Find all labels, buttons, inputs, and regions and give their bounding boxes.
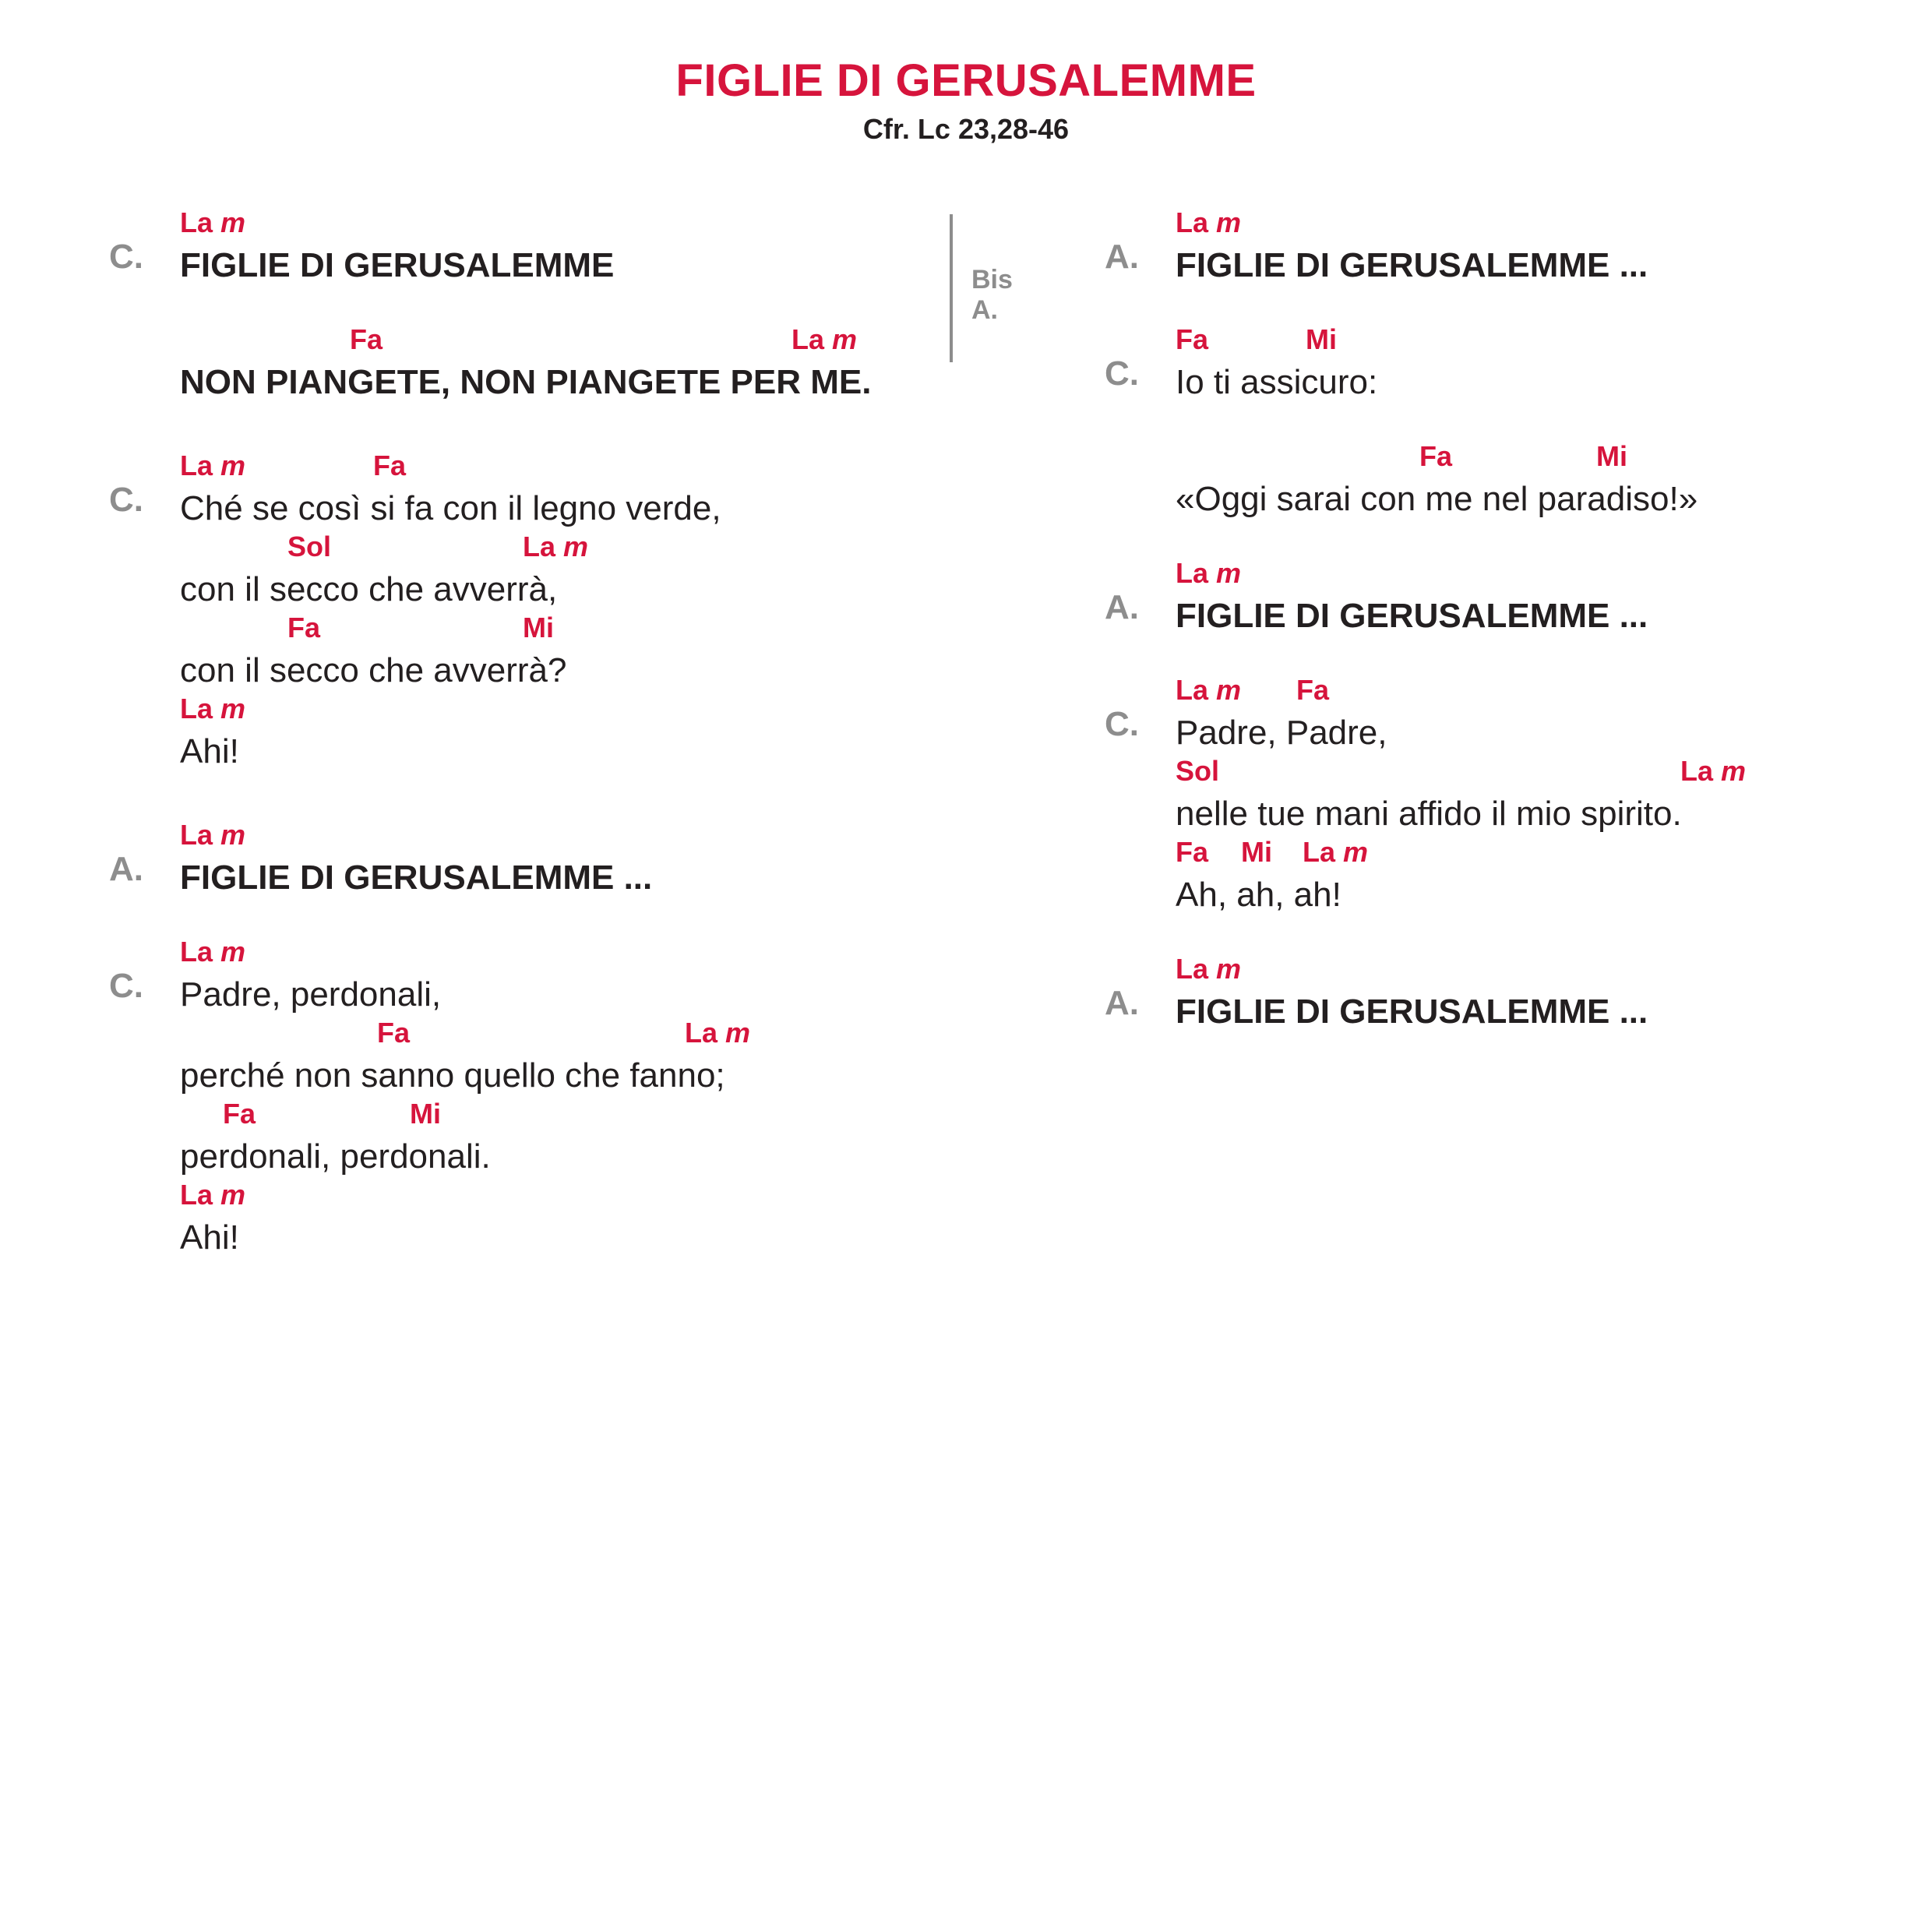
chord-row [180, 323, 1044, 361]
lyric-line [180, 1098, 1044, 1179]
chord-row [180, 531, 1044, 568]
chord-row [180, 819, 1044, 856]
chord: La m [523, 531, 589, 562]
chord: La m [180, 206, 246, 238]
lyric-text: FIGLIE DI GERUSALEMME ... [180, 858, 653, 897]
chord: La m [1176, 674, 1242, 706]
chord: Mi [1306, 323, 1337, 355]
lyric-text: nelle tue mani affido il mio spirito. [1176, 795, 1682, 833]
chord-row [1176, 755, 1884, 792]
lyric-text: con il secco che avverrà? [180, 651, 567, 689]
lyric-text: Ah, ah, ah! [1176, 876, 1341, 914]
lyric-text: Io ti assicuro: [1176, 363, 1378, 401]
chord: La m [1176, 953, 1242, 985]
role-label: C. [109, 967, 143, 1005]
chord-row [180, 693, 1044, 730]
lyric-text: perché non sanno quello che fanno; [180, 1056, 725, 1095]
lyric-line [1176, 674, 1884, 755]
chord-row [180, 1017, 1044, 1054]
left-column [109, 206, 1044, 1260]
lyric-line [1176, 206, 1884, 287]
chord-row [180, 936, 1044, 973]
chord-row [1176, 323, 1884, 361]
role-label: A. [1105, 588, 1139, 626]
lyric-text: NON PIANGETE, NON PIANGETE PER ME. [180, 363, 872, 401]
role-label: A. [109, 850, 143, 888]
assembly-stanza [1105, 557, 1884, 638]
chord-row [1176, 557, 1884, 594]
chord: Fa [377, 1017, 411, 1049]
lyric-text: FIGLIE DI GERUSALEMME ... [1176, 597, 1648, 635]
chord-row [180, 612, 1044, 649]
lyric-text: con il secco che avverrà, [180, 570, 558, 608]
chord: La m [180, 693, 246, 724]
right-column [1105, 206, 1884, 1034]
lyric-line [180, 693, 1044, 774]
lyric-text: «Oggi sarai con me nel paradiso!» [1176, 480, 1698, 518]
lyric-line [1176, 440, 1884, 521]
chord: La m [180, 819, 246, 851]
lyric-line [180, 323, 1044, 404]
chord: Sol [287, 531, 332, 562]
lyric-text: FIGLIE DI GERUSALEMME [180, 246, 615, 284]
chord: La m [1176, 206, 1242, 238]
role-label: A. [1105, 238, 1139, 276]
chord: Fa [373, 450, 407, 481]
lyric-text: Ahi! [180, 732, 239, 770]
lyric-line [1176, 755, 1884, 836]
lyric-text: Ahi! [180, 1218, 239, 1257]
role-label: A. [1105, 984, 1139, 1022]
chord-row [180, 206, 1044, 244]
lyric-line [180, 819, 1044, 900]
role-label: C. [1105, 705, 1139, 743]
cantor-stanza [109, 450, 1044, 774]
cantor-stanza [1105, 323, 1884, 521]
lyric-line [1176, 836, 1884, 917]
cantor-stanza [1105, 674, 1884, 917]
song-title: FIGLIE DI GERUSALEMME [675, 55, 1257, 106]
lyric-text: Padre, perdonali, [180, 975, 442, 1014]
lyric-line [180, 1017, 1044, 1098]
lyric-line [180, 450, 1044, 531]
chord-row [180, 1098, 1044, 1135]
lyric-text: FIGLIE DI GERUSALEMME ... [1176, 992, 1648, 1031]
chord: Fa [1296, 674, 1330, 706]
role-label: C. [109, 481, 143, 519]
chord: Mi [1241, 836, 1272, 868]
cantor-stanza [109, 936, 1044, 1260]
lyric-line [180, 206, 1044, 287]
chord: Sol [1176, 755, 1220, 787]
lyric-line [180, 531, 1044, 612]
chord: La m [1176, 557, 1242, 589]
role-label: C. [109, 238, 143, 276]
chord-row [1176, 836, 1884, 873]
chord: Fa [1419, 440, 1453, 472]
bis-label: Bis A. [971, 265, 1013, 325]
chord: La m [180, 1179, 246, 1211]
role-label: C. [1105, 354, 1139, 393]
lyric-text: FIGLIE DI GERUSALEMME ... [1176, 246, 1648, 284]
lyric-line [1176, 557, 1884, 638]
refrain-stanza [109, 206, 1044, 404]
bis-bracket [950, 214, 953, 362]
chord: Mi [410, 1098, 441, 1130]
chord: La m [685, 1017, 751, 1049]
lyric-text: Ché se così si fa con il legno verde, [180, 489, 721, 527]
chord: Fa [223, 1098, 256, 1130]
chord: Fa [1176, 836, 1209, 868]
chord: La m [180, 450, 246, 481]
lyric-text: perdonali, perdonali. [180, 1137, 491, 1176]
assembly-stanza [1105, 206, 1884, 287]
chord: Mi [523, 612, 554, 643]
chord: La m [180, 936, 246, 968]
assembly-stanza [109, 819, 1044, 900]
chord: La m [791, 323, 858, 355]
chord: Mi [1596, 440, 1627, 472]
lyric-text: Padre, Padre, [1176, 714, 1387, 752]
chord: Fa [350, 323, 383, 355]
chord: La m [1680, 755, 1747, 787]
chord: Fa [287, 612, 321, 643]
chord-row [1176, 206, 1884, 244]
assembly-stanza [1105, 953, 1884, 1034]
lyric-line [180, 1179, 1044, 1260]
chord-row [180, 1179, 1044, 1216]
chord-row [1176, 953, 1884, 990]
chord-row [1176, 440, 1884, 478]
lyric-line [180, 936, 1044, 1017]
chord: La m [1303, 836, 1369, 868]
lyric-line [180, 612, 1044, 693]
chord-row [180, 450, 1044, 487]
scripture-reference: Cfr. Lc 23,28-46 [862, 113, 1070, 145]
chord-row [1176, 674, 1884, 711]
lyric-line [1176, 953, 1884, 1034]
lyric-line [1176, 323, 1884, 404]
chord: Fa [1176, 323, 1209, 355]
